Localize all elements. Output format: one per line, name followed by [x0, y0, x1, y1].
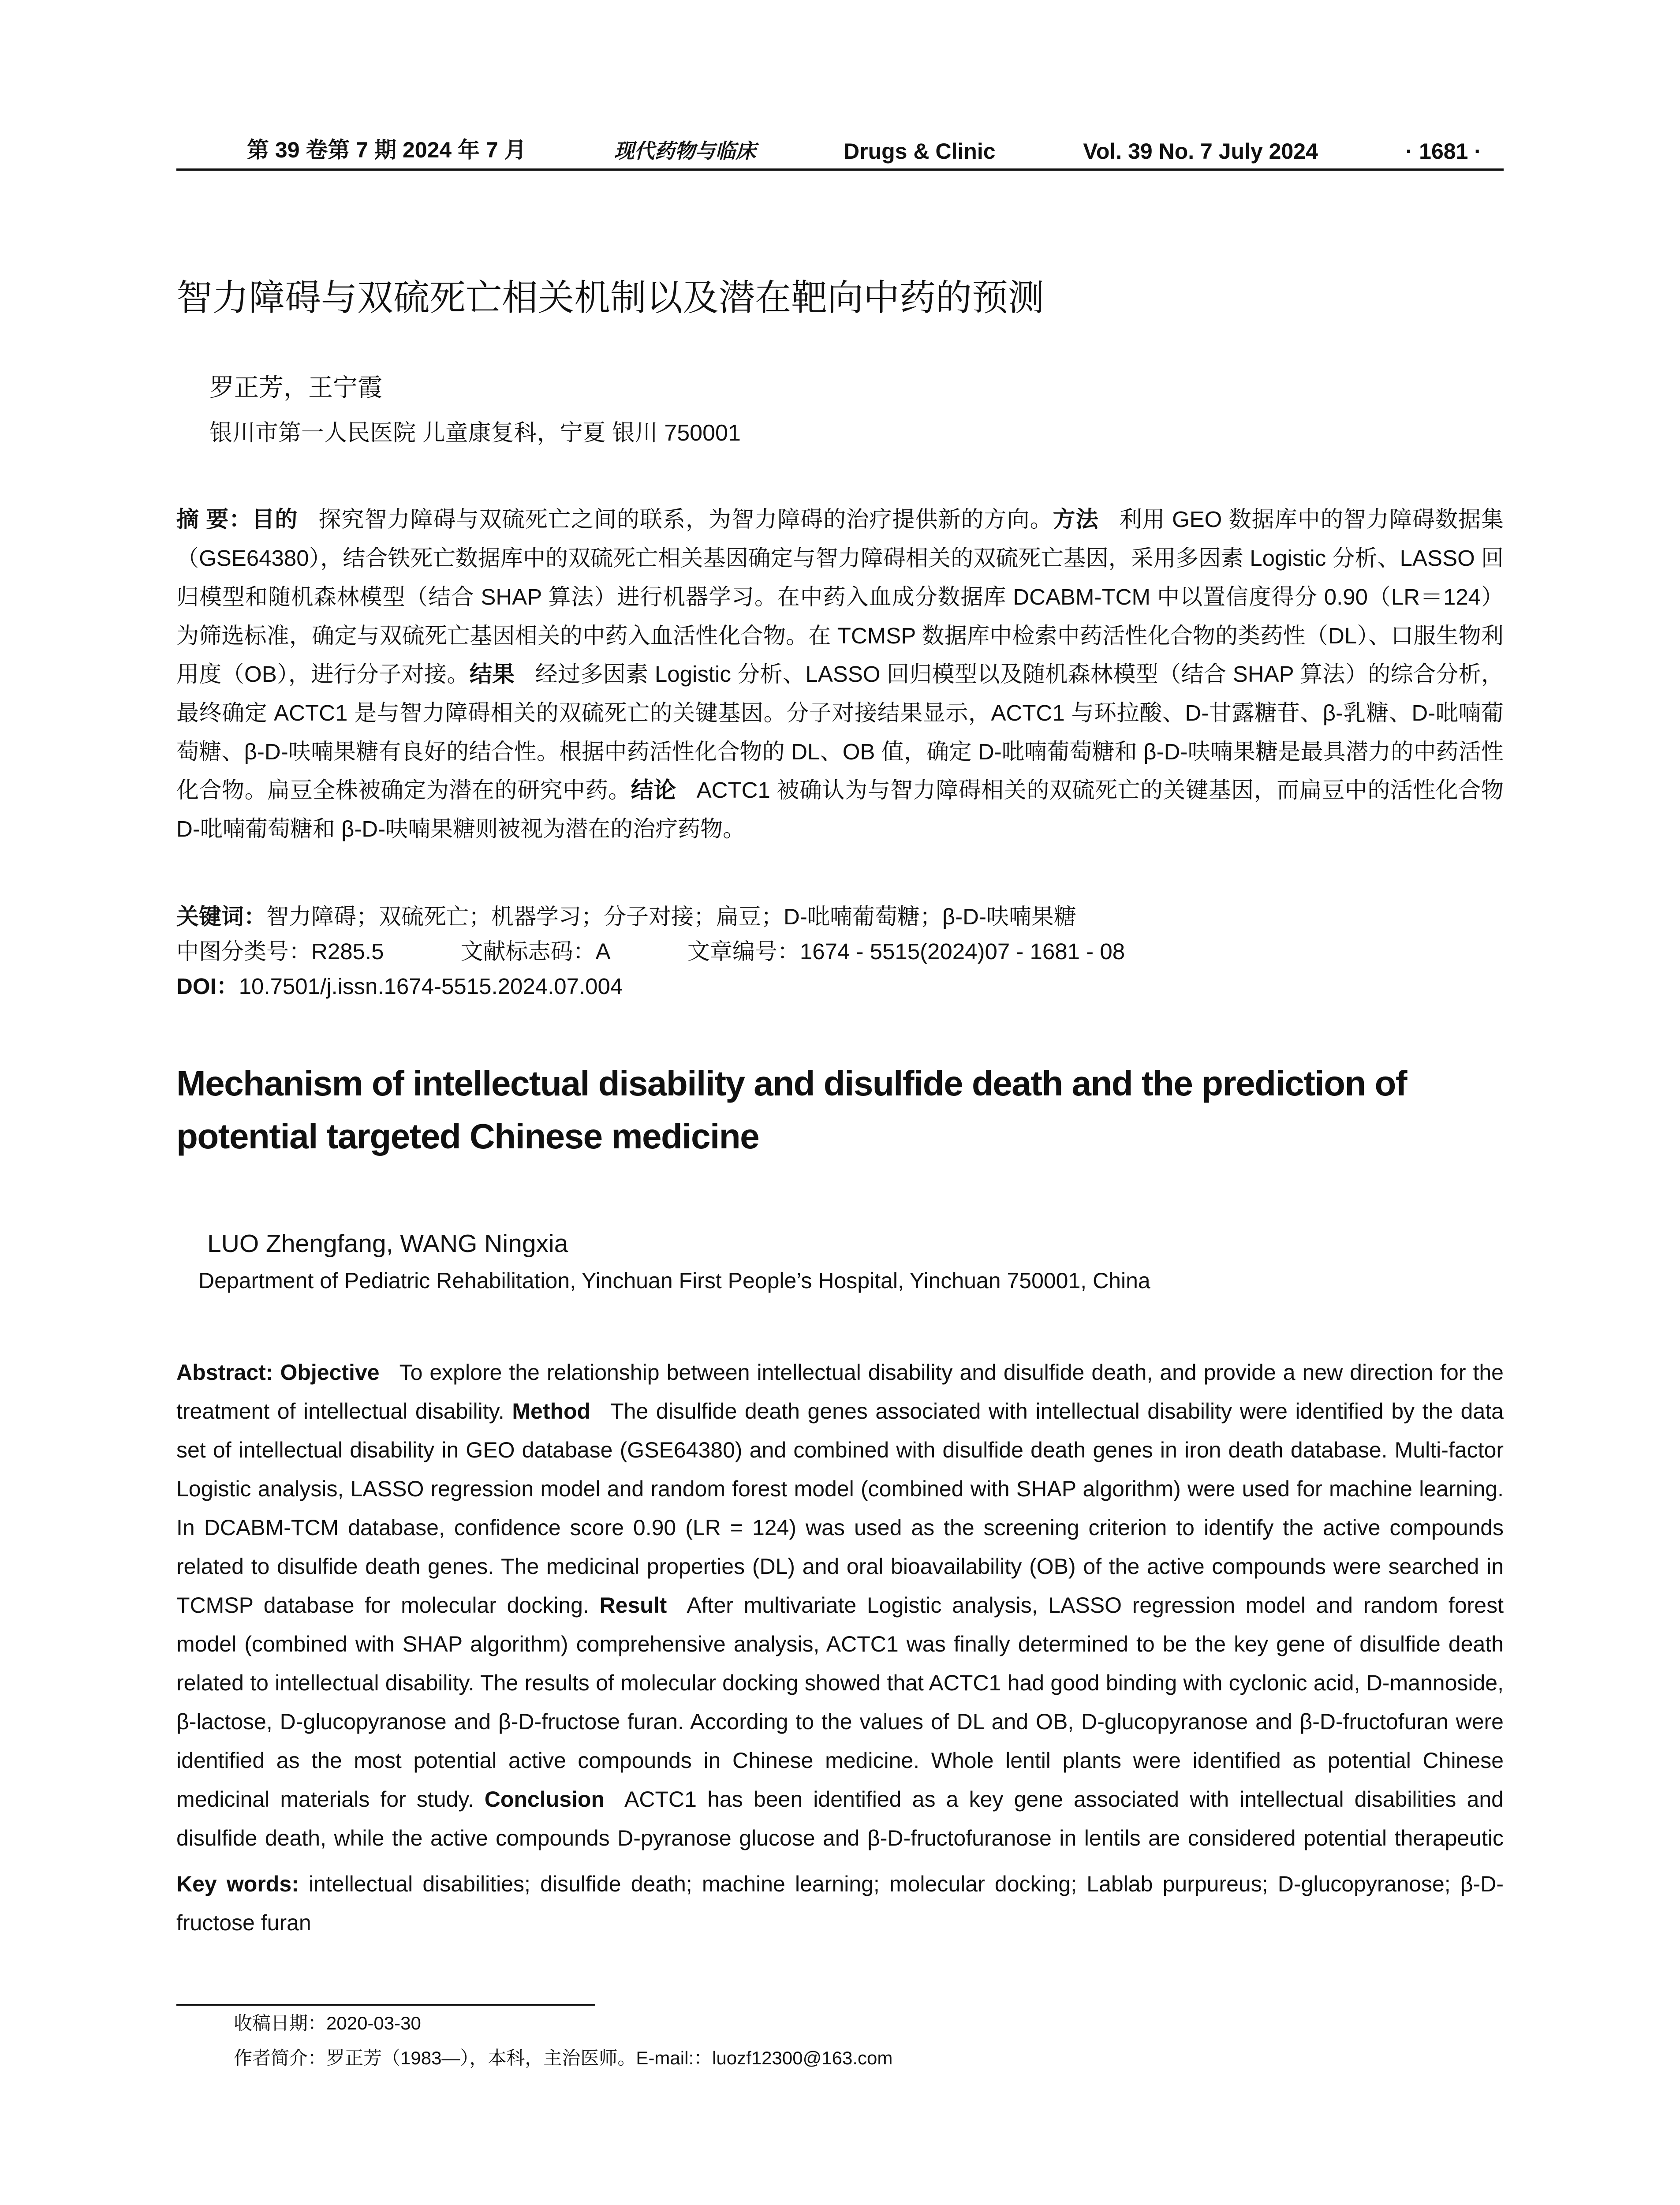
abstract-cn-result: 经过多因素 Logistic 分析、LASSO 回归模型以及随机森林模型（结合 SHAP 算法）的综合分析，最终确定 ACTC1 是与智力障碍相关的双硫死亡的关键基因。分子对接结果显示，ACTC1 与环拉酸、D-甘露糖苷、β-乳糖、D-吡喃葡萄糖、β-D-呋喃果糖有良好的结合性。根据中药活性化合物的 DL、OB 值，确定 D-吡喃葡萄糖和 β-D-呋喃果糖是最具潜力的中药活性化合物。扁豆全株被确定为潜在的研究中药。	[176, 662, 1504, 803]
abstract-en	[176, 1353, 1504, 1865]
title-en: Mechanism of intellectual disability and disulfide death and the prediction of potential targeted Chinese medicine	[176, 1063, 1407, 1156]
authors-en: LUO Zhengfang, WANG Ningxia	[207, 1229, 568, 1258]
footnote-author-bio: 作者简介：罗正芳（1983—），本科，主治医师。E-mail:：luozf12300@163.com	[234, 2048, 893, 2069]
abstract-en-label: Abstract:	[176, 1360, 273, 1385]
classification-line	[176, 934, 1504, 969]
keywords-cn-text: 智力障碍；双硫死亡；机器学习；分子对接；扁豆；D-吡喃葡萄糖；β-D-呋喃果糖	[266, 904, 1076, 930]
header-issue-cn: 第 39 卷第 7 期 2024 年 7 月	[247, 138, 526, 162]
abstract-en-method: The disulfide death genes associated with intellectual disability were identified by the data set of intellectual disability in GEO database (GSE64380) and combined with disulfide death genes in iron death database. Multi-factor Logistic analysis, LASSO regression model and random forest model (combined with SHAP algorithm) were used for machine learning. In DCABM-TCM database, confidence score 0.90 (LR = 124) was used as the screening criterion to identify the active compounds related to disulfide death genes. The medicinal properties (DL) and oral bioavailability (OB) of the active compounds were searched in TCMSP database for molecular docking.	[176, 1398, 1504, 1618]
abstract-en-conclusion-label: Conclusion	[484, 1786, 605, 1812]
abstract-en-objective: To explore the relationship between intellectual disability and disulfide death, and provide a new direction for the treatment of intellectual disability.	[176, 1360, 1504, 1424]
abstract-en-objective-label: Objective	[280, 1360, 380, 1385]
abstract-cn-objective-label: 目的	[252, 507, 298, 532]
header-page-number: · 1681 ·	[1405, 139, 1482, 164]
header-journal-cn: 现代药物与临床	[614, 139, 756, 163]
abstract-cn	[176, 500, 1504, 899]
keywords-en-label: Key words:	[176, 1871, 299, 1896]
abstract-cn-method-label: 方法	[1053, 507, 1099, 532]
keywords-cn	[176, 899, 1504, 934]
header-issue-en: Vol. 39 No. 7 July 2024	[1083, 139, 1318, 164]
clc-number: 中图分类号：R285.5	[176, 939, 384, 964]
abstract-en-conclusion: ACTC1 has been identified as a key gene associated with intellectual disabilities and disulfide death, while the active compounds D-pyranose glucose and β-D-fructofuranose in lentils are considered potential therapeutic	[176, 1786, 1504, 1850]
doi-line	[176, 969, 1504, 1004]
abstract-en-method-label: Method	[512, 1398, 591, 1424]
abstract-cn-objective: 探究智力障碍与双硫死亡之间的联系，为智力障碍的治疗提供新的方向。	[318, 507, 1053, 532]
abstract-en-result-label: Result	[599, 1592, 667, 1618]
footnote-received-date: 收稿日期：2020-03-30	[234, 2012, 421, 2033]
paper-page	[176, 132, 1504, 2076]
doi-value: 10.7501/j.issn.1674-5515.2024.07.004	[239, 974, 623, 999]
title-cn: 智力障碍与双硫死亡相关机制以及潜在靶向中药的预测	[176, 278, 1045, 318]
abstract-cn-conclusion: ACTC1 被确认为与智力障碍相关的双硫死亡的关键基因，而扁豆中的活性化合物 D-吡喃葡萄糖和 β-D-呋喃果糖则被视为潜在的治疗药物。	[176, 777, 1504, 842]
abstract-en-result: After multivariate Logistic analysis, LASSO regression model and random forest model (combined with SHAP algorithm) comprehensive analysis, ACTC1 was finally determined to be the key gene of disulfide death related to intellectual disability. The results of molecular docking showed that ACTC1 had good binding with cyclonic acid, D-mannoside, β-lactose, D-glucopyranose and β-D-fructose furan. According to the values of DL and OB, D-glucopyranose and β-D-fructofuran were identified as the most potential active compounds in Chinese medicine. Whole lentil plants were identified as potential Chinese medicinal materials for study.	[176, 1592, 1504, 1812]
abstract-cn-label: 摘 要：	[176, 507, 252, 532]
abstract-cn-result-label: 结果	[469, 662, 515, 687]
affiliation-cn: 银川市第一人民医院 儿童康复科，宁夏 银川 750001	[209, 420, 741, 446]
document-code: 文献标志码：A	[460, 939, 611, 964]
abstract-cn-method: 利用 GEO 数据库中的智力障碍数据集（GSE64380），结合铁死亡数据库中的双硫死亡相关基因确定与智力障碍相关的双硫死亡基因，采用多因素 Logistic 分析、LASSO 回归模型和随机森林模型（结合 SHAP 算法）进行机器学习。在中药入血成分数据库 DCABM-TCM 中以置信度得分 0.90（LR＝124）为筛选标准，确定与双硫死亡基因相关的中药入血活性化合物。在 TCMSP 数据库中检索中药活性化合物的类药性（DL）、口服生物利用度（OB），进行分子对接。	[176, 507, 1504, 687]
doi-label: DOI：	[176, 974, 239, 999]
article-number: 文章编号：1674 - 5515(2024)07 - 1681 - 08	[687, 939, 1125, 964]
authors-cn: 罗正芳，王宁霞	[209, 374, 382, 403]
keywords-en-text: intellectual disabilities; disulfide death; machine learning; molecular docking; Lablab purpureus; D-glucopyranose; β-D-fructose furan	[176, 1871, 1504, 1935]
keywords-en	[176, 1865, 1504, 1942]
header-journal-en: Drugs & Clinic	[844, 139, 996, 164]
keywords-cn-label: 关键词：	[176, 904, 267, 930]
affiliation-en: Department of Pediatric Rehabilitation, Yinchuan First People’s Hospital, Yinchuan 750001, China	[198, 1268, 1150, 1293]
running-header	[176, 132, 1504, 171]
abstract-cn-conclusion-label: 结论	[631, 777, 676, 803]
